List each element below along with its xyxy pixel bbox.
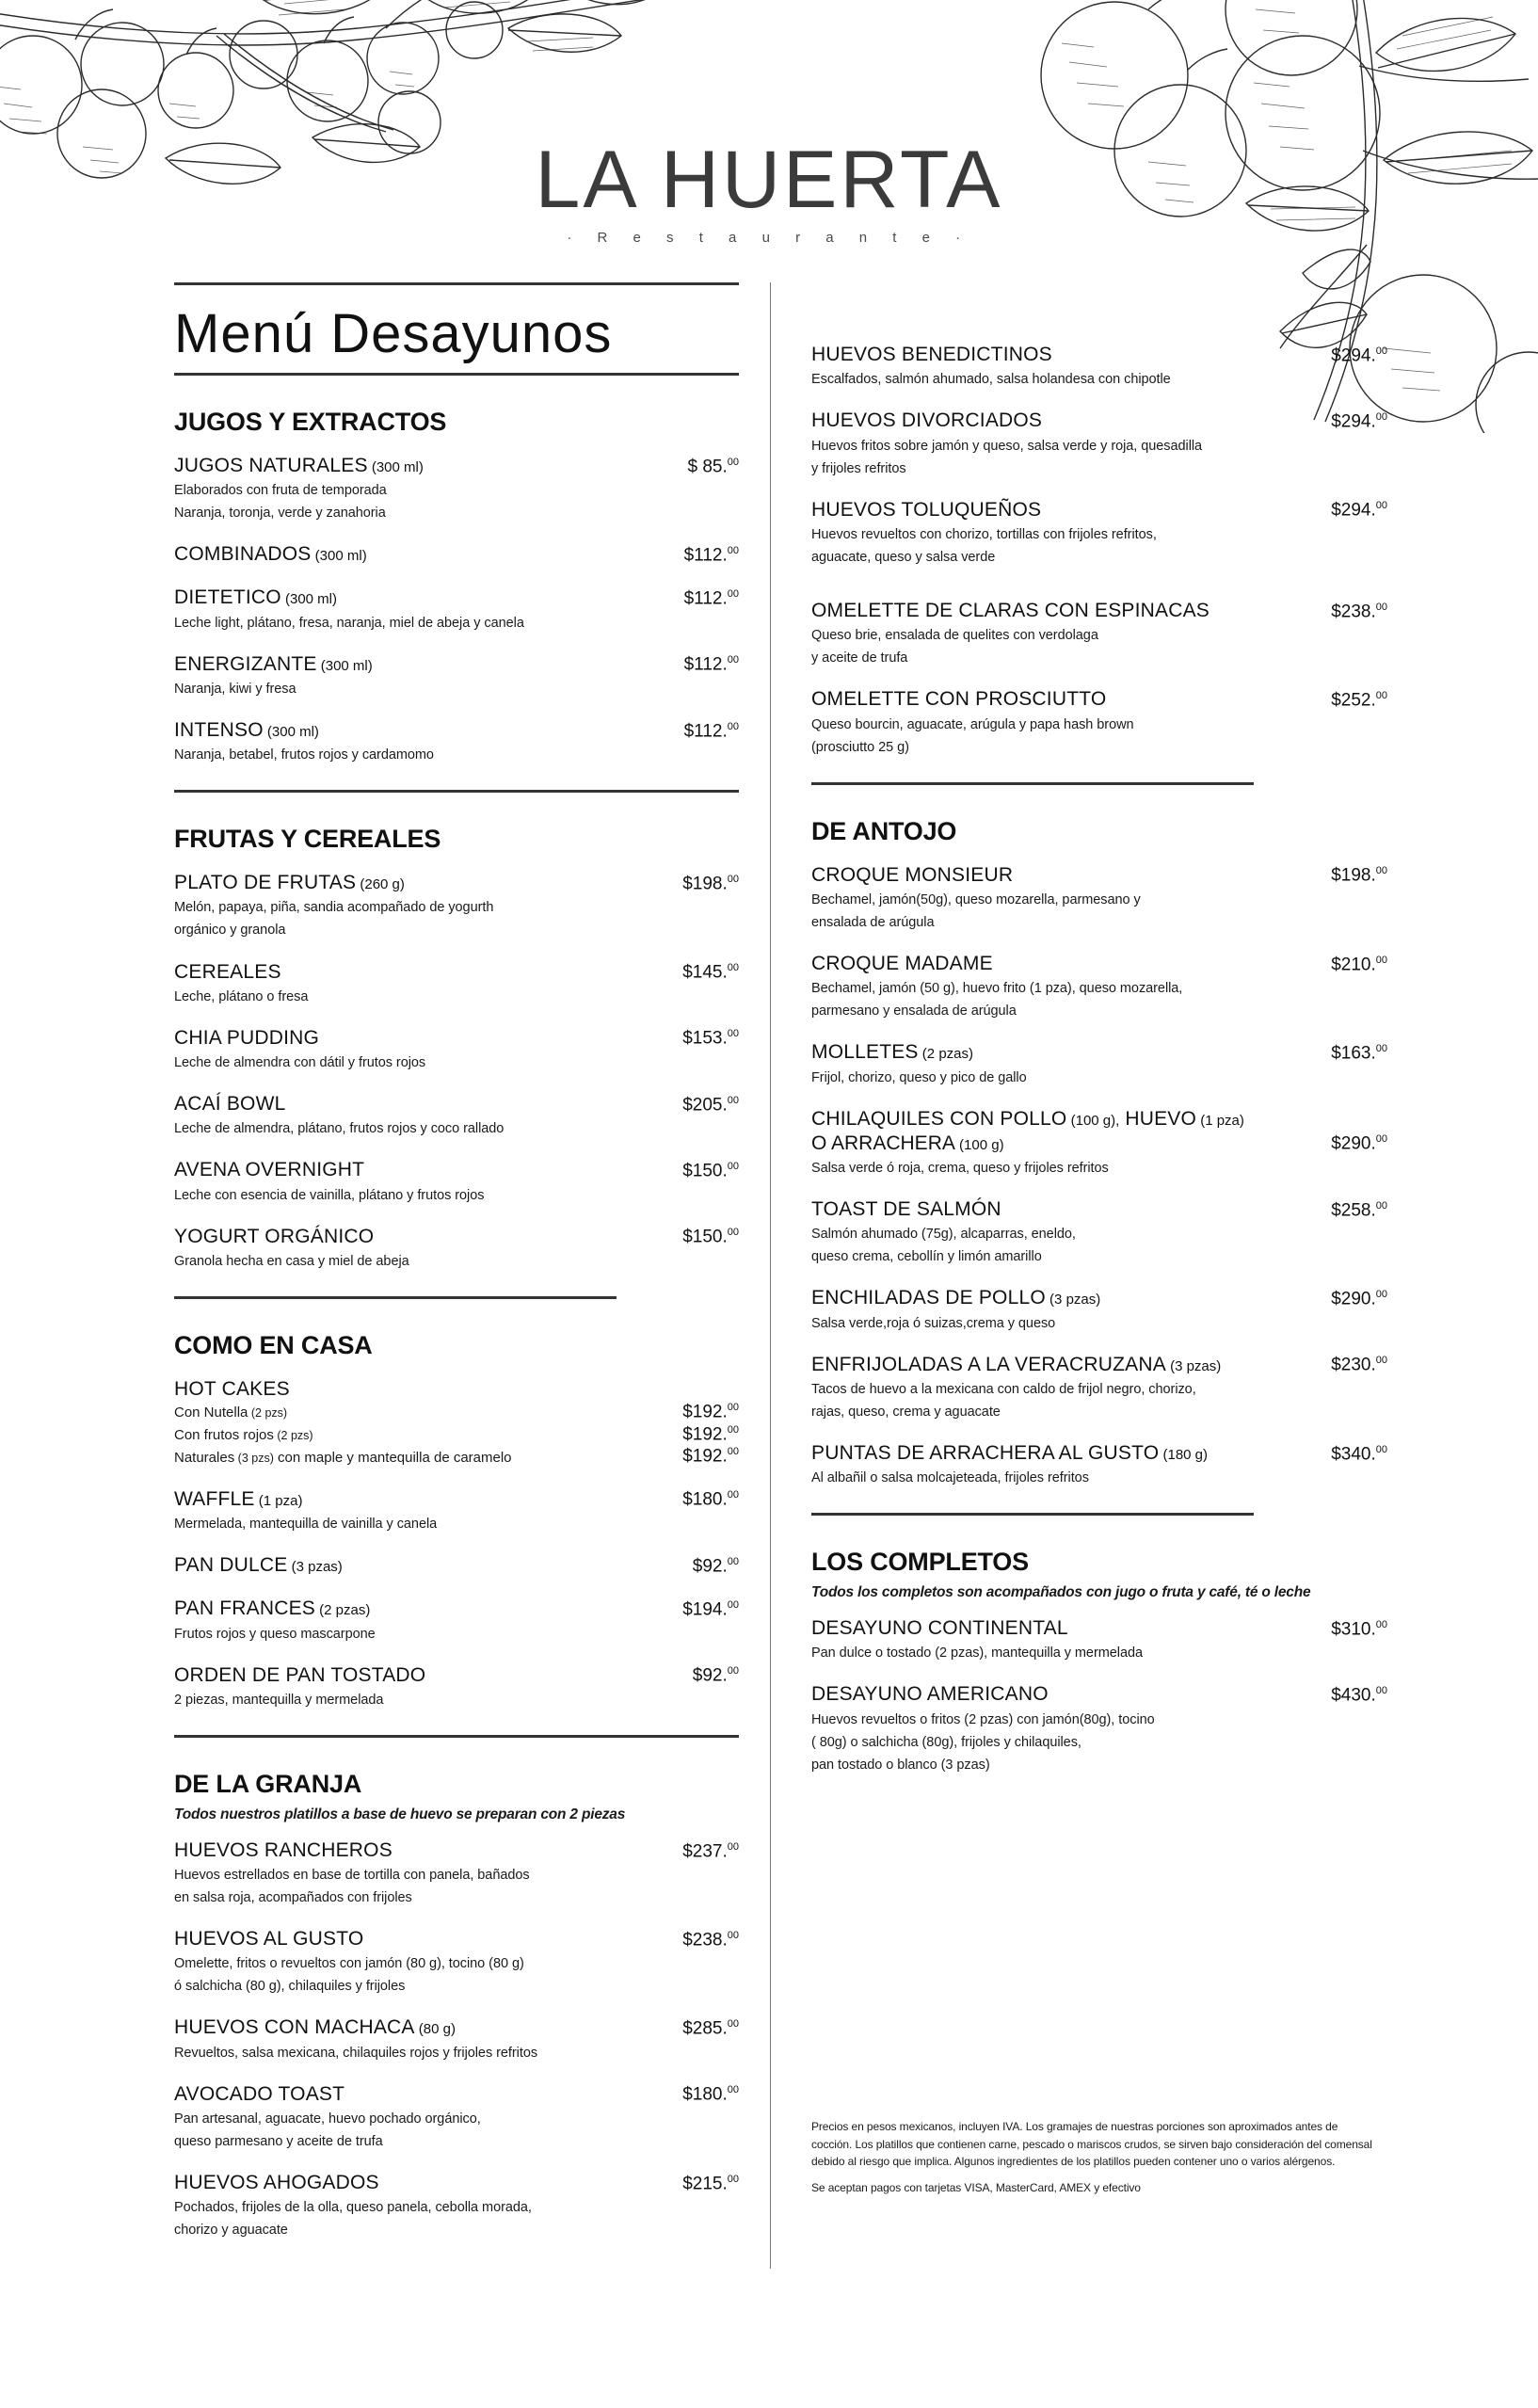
- item-quantity: (100 g),: [1066, 1112, 1120, 1129]
- section-title: COMO EN CASA: [174, 1330, 373, 1359]
- price-cents: 00: [727, 720, 739, 732]
- item-price: $294.00: [1331, 345, 1387, 365]
- item-header-row: [174, 2171, 739, 2195]
- item-description-line: queso crema, cebollín y limón amarillo: [811, 1249, 1042, 1265]
- item-name: CHILAQUILES CON POLLO (100 g), HUEVO (1 pza): [811, 1107, 1244, 1130]
- subitem-name: Con frutos rojos (2 pzs): [174, 1426, 313, 1443]
- subitem-price: $192.00: [682, 1402, 739, 1422]
- menu-item[interactable]: [174, 871, 739, 940]
- item-description-line: pan tostado o blanco (3 pzas): [811, 1757, 990, 1773]
- item-description-line: y aceite de trufa: [811, 650, 908, 666]
- item-header-row: [174, 1838, 739, 1863]
- item-name: CROQUE MONSIEUR: [811, 863, 1014, 886]
- item-description-line: Tacos de huevo a la mexicana con caldo de frijol negro, chorizo,: [811, 1381, 1196, 1397]
- item-price: $237.00: [682, 1840, 739, 1861]
- item-price: $145.00: [682, 962, 739, 983]
- left-sections-container: [174, 408, 739, 2240]
- title-rule-bottom: [174, 373, 739, 376]
- item-name: HUEVOS CON MACHACA (80 g): [174, 2016, 456, 2039]
- item-quantity: (3 pzas): [287, 1559, 343, 1576]
- item-description-line: Revueltos, salsa mexicana, chilaquiles rojos y frijoles refritos: [174, 2045, 538, 2061]
- subitem-quantity: (2 pzs): [248, 1406, 288, 1421]
- item-price: $150.00: [682, 1160, 739, 1181]
- item-name: AVENA OVERNIGHT: [174, 1159, 365, 1181]
- price-cents: 00: [727, 2018, 739, 2031]
- tagline-text: R e s t a u r a n t e: [597, 230, 941, 246]
- price-cents: 00: [727, 962, 739, 974]
- item-description-line: Huevos revueltos con chorizo, tortillas con frijoles refritos,: [811, 526, 1157, 542]
- item-quantity: (300 ml): [263, 723, 319, 740]
- item-price: $112.00: [683, 654, 739, 675]
- item-price: $ 85.00: [687, 456, 739, 476]
- menu-item[interactable]: [174, 2082, 739, 2152]
- item-header-row: [174, 586, 739, 610]
- item-price: $310.00: [1331, 1618, 1387, 1640]
- price-cents: 00: [727, 2084, 739, 2096]
- item-quantity: (300 ml): [367, 458, 424, 475]
- section-note: Todos nuestros platillos a base de huevo se preparan con 2 piezas: [174, 1806, 626, 1822]
- item-name: CHIA PUDDING: [174, 1026, 320, 1049]
- menu-item[interactable]: [174, 652, 739, 699]
- item-header-row: [174, 652, 739, 677]
- item-name: ENERGIZANTE (300 ml): [174, 652, 373, 675]
- legal-paragraph-2: Se aceptan pagos con tarjetas VISA, MasterCard, AMEX y efectivo: [811, 2180, 1141, 2194]
- price-cents: 00: [1375, 1289, 1387, 1301]
- menu-item[interactable]: [811, 1441, 1387, 1488]
- subitem-price: $192.00: [682, 1423, 739, 1444]
- menu-item[interactable]: [811, 586, 1387, 669]
- price-cents: 00: [1375, 954, 1387, 966]
- item-header-row: [811, 1353, 1387, 1377]
- item-price: $238.00: [682, 1929, 739, 1950]
- item-name: COMBINADOS (300 ml): [174, 543, 367, 566]
- page-title: Menú Desayunos: [174, 303, 613, 364]
- item-name: OMELETTE CON PROSCIUTTO: [811, 688, 1107, 711]
- item-name: OMELETTE DE CLARAS CON ESPINACAS: [811, 600, 1210, 622]
- item-name: DIETETICO (300 ml): [174, 586, 337, 609]
- item-header-row: [174, 1026, 739, 1051]
- subitem-name: Naturales (3 pzs) con maple y mantequilla de caramelo: [174, 1449, 512, 1466]
- item-price: $294.00: [1331, 410, 1387, 432]
- item-header-row: [811, 1682, 1387, 1707]
- menu-section: [811, 817, 1387, 1488]
- menu-item[interactable]: [174, 1553, 739, 1578]
- item-description-line: Granola hecha en casa y miel de abeja: [174, 1253, 409, 1269]
- menu-section: [811, 1548, 1387, 1775]
- item-header-row: [811, 1040, 1387, 1065]
- item-name-line-2: O ARRACHERA (100 g): [811, 1132, 1004, 1154]
- item-price: $198.00: [1331, 865, 1387, 886]
- price-cents: 00: [727, 1402, 739, 1414]
- item-price: $150.00: [682, 1227, 739, 1247]
- item-quantity: (180 g): [1159, 1446, 1209, 1463]
- item-name: MOLLETES (2 pzas): [811, 1041, 973, 1064]
- item-description-line: Frijol, chorizo, queso y pico de gallo: [811, 1069, 1027, 1085]
- item-header-row: [811, 863, 1387, 888]
- item-header-row: [811, 687, 1387, 712]
- tagline-dot-left: ·: [567, 230, 583, 246]
- section-divider: [811, 1513, 1254, 1516]
- item-description-line: Mermelada, mantequilla de vainilla y canela: [174, 1517, 438, 1533]
- price-cents: 00: [727, 1094, 739, 1106]
- item-description-line: Elaborados con fruta de temporada: [174, 483, 387, 499]
- item-description-line: queso parmesano y aceite de trufa: [174, 2133, 383, 2149]
- item-name: PUNTAS DE ARRACHERA AL GUSTO (180 g): [811, 1441, 1209, 1464]
- price-cents: 00: [727, 456, 739, 468]
- menu-item[interactable]: [811, 1616, 1387, 1663]
- item-quantity: (3 pzas): [1045, 1292, 1101, 1308]
- price-cents: 00: [1375, 1355, 1387, 1367]
- item-description-line: ensalada de arúgula: [811, 914, 935, 930]
- item-description-line: aguacate, queso y salsa verde: [811, 549, 996, 565]
- menu-item[interactable]: [174, 960, 739, 1007]
- item-price: $430.00: [1331, 1685, 1387, 1706]
- menu-section: [174, 1331, 739, 1710]
- menu-item[interactable]: [174, 1377, 739, 1469]
- right-sections-container: [811, 343, 1387, 1775]
- item-description-line: Naranja, kiwi y fresa: [174, 681, 296, 697]
- item-header-row: [811, 343, 1387, 367]
- menu-item[interactable]: [811, 1040, 1387, 1087]
- menu-item[interactable]: [811, 498, 1387, 568]
- menu-item[interactable]: [174, 1838, 739, 1908]
- price-cents: 00: [727, 1160, 739, 1172]
- item-header-row: [811, 498, 1387, 522]
- item-name: YOGURT ORGÁNICO: [174, 1225, 375, 1247]
- item-price: $92.00: [692, 1555, 739, 1577]
- menu-item[interactable]: [174, 1225, 739, 1272]
- section-title: DE LA GRANJA: [174, 1769, 362, 1798]
- item-header-row: [174, 1597, 739, 1621]
- item-quantity: (300 ml): [316, 657, 373, 674]
- item-description-line: Naranja, betabel, frutos rojos y cardamomo: [174, 747, 434, 763]
- price-cents: 00: [1375, 1133, 1387, 1146]
- item-quantity: (260 g): [356, 876, 405, 893]
- item-description-line: Leche, plátano o fresa: [174, 988, 309, 1004]
- item-name: HUEVOS AL GUSTO: [174, 1928, 364, 1950]
- price-cents: 00: [1375, 1042, 1387, 1054]
- item-description-line: en salsa roja, acompañados con frijoles: [174, 1890, 412, 1906]
- menu-item[interactable]: [811, 863, 1387, 933]
- item-name: PAN FRANCES (2 pzas): [174, 1597, 371, 1620]
- item-description-line: Pochados, frijoles de la olla, queso panela, cebolla morada,: [174, 2200, 532, 2216]
- item-header-row: [174, 1158, 739, 1182]
- item-header-row: [174, 1553, 739, 1578]
- item-description-line: Leche de almendra, plátano, frutos rojos y coco rallado: [174, 1121, 505, 1137]
- item-header-row: [811, 1197, 1387, 1222]
- item-description-line: Salmón ahumado (75g), alcaparras, eneldo,: [811, 1227, 1076, 1243]
- item-name: WAFFLE (1 pza): [174, 1487, 303, 1510]
- price-cents: 00: [1375, 500, 1387, 512]
- item-header-row: [811, 1616, 1387, 1641]
- item-header-row: [174, 871, 739, 895]
- restaurant-logo: [0, 135, 1538, 246]
- price-cents: 00: [727, 1840, 739, 1853]
- menu-item[interactable]: [811, 1682, 1387, 1774]
- item-name: ENCHILADAS DE POLLO (3 pzas): [811, 1287, 1101, 1309]
- item-price: $153.00: [682, 1028, 739, 1049]
- item-description-line: Leche con esencia de vainilla, plátano y frutos rojos: [174, 1187, 485, 1203]
- menu-item[interactable]: [174, 1092, 739, 1139]
- item-description-line: Queso brie, ensalada de quelites con verdolaga: [811, 628, 1098, 644]
- price-cents: 00: [727, 1929, 739, 1941]
- item-quantity-secondary: (1 pza): [1196, 1112, 1244, 1129]
- price-cents: 00: [727, 2173, 739, 2185]
- item-name: CROQUE MADAME: [811, 953, 993, 974]
- item-price: $205.00: [682, 1094, 739, 1116]
- item-name: ENFRIJOLADAS A LA VERACRUZANA (3 pzas): [811, 1353, 1222, 1375]
- menu-item[interactable]: [174, 454, 739, 523]
- item-name: PAN DULCE (3 pzas): [174, 1554, 343, 1577]
- brand-tagline: [0, 230, 1538, 246]
- item-price: $198.00: [682, 873, 739, 894]
- price-cents: 00: [727, 1665, 739, 1678]
- item-header-row: [811, 952, 1387, 976]
- title-rule-top: [174, 282, 739, 285]
- item-description-line: y frijoles refritos: [811, 460, 906, 476]
- item-name: HUEVOS TOLUQUEÑOS: [811, 498, 1042, 521]
- item-price: $290.00: [1331, 1289, 1387, 1309]
- item-name: INTENSO (300 ml): [174, 718, 319, 741]
- item-price: $258.00: [1331, 1199, 1387, 1221]
- item-description-line: Melón, papaya, piña, sandia acompañado de yogurth: [174, 900, 494, 916]
- item-description-line: Pan dulce o tostado (2 pzas), mantequilla y mermelada: [811, 1645, 1143, 1662]
- brand-name: LA HUERTA: [535, 135, 1003, 225]
- subitem-quantity: (2 pzs): [273, 1428, 313, 1442]
- item-description-line: Bechamel, jamón (50 g), huevo frito (1 pza), queso mozarella,: [811, 981, 1183, 997]
- item-price: $238.00: [1331, 601, 1387, 622]
- menu-subitem[interactable]: [174, 1446, 739, 1469]
- item-description-line: Huevos fritos sobre jamón y queso, salsa verde y roja, quesadilla: [811, 438, 1203, 454]
- item-description-line: Al albañil o salsa molcajeteada, frijoles refritos: [811, 1470, 1089, 1486]
- item-header-row: [174, 1377, 739, 1402]
- section-title: DE ANTOJO: [811, 816, 957, 845]
- item-description-line: ó salchicha (80 g), chilaquiles y frijoles: [174, 1979, 406, 1995]
- menu-section: [174, 825, 739, 1272]
- item-price: $92.00: [692, 1665, 739, 1686]
- item-header-row: [174, 1487, 739, 1512]
- menu-section: [174, 1770, 739, 2240]
- subitem-name: Con Nutella (2 pzs): [174, 1405, 288, 1421]
- menu-item[interactable]: [811, 409, 1387, 478]
- section-divider: [174, 1735, 739, 1738]
- price-cents: 00: [1375, 1618, 1387, 1630]
- legal-paragraph-1: Precios en pesos mexicanos, incluyen IVA. Los gramajes de nuestras porciones son aproximados antes de cocción. Los platillos que contienen carne, pescado o mariscos crudos, se sirven bajo consideración del comensal debido al riesgo que implica. Algunos ingredientes de los platillos pueden contener uno o varios alérgenos.: [811, 2120, 1372, 2169]
- item-description-line: Escalfados, salmón ahumado, salsa holandesa con chipotle: [811, 372, 1171, 388]
- item-quantity: (300 ml): [280, 591, 337, 608]
- section-title: JUGOS Y EXTRACTOS: [174, 407, 447, 436]
- item-quantity: (2 pzas): [315, 1602, 371, 1619]
- item-quantity: (1 pza): [254, 1492, 303, 1509]
- item-price: $290.00: [1331, 1133, 1387, 1154]
- item-price: $285.00: [682, 2018, 739, 2039]
- price-cents: 00: [727, 1489, 739, 1501]
- item-header-row: [811, 1107, 1387, 1132]
- item-description-line: (prosciutto 25 g): [811, 739, 909, 755]
- price-cents: 00: [1375, 601, 1387, 613]
- price-cents: 00: [727, 873, 739, 885]
- item-header-row: [174, 454, 739, 478]
- menu-item[interactable]: [174, 1927, 739, 1997]
- menu-section: [811, 343, 1387, 758]
- item-price: $215.00: [682, 2173, 739, 2193]
- menu-item[interactable]: [174, 1487, 739, 1534]
- item-header-row: [174, 1927, 739, 1951]
- item-quantity: (2 pzas): [918, 1046, 973, 1063]
- price-cents: 00: [727, 1028, 739, 1040]
- menu-item[interactable]: [811, 687, 1387, 757]
- item-description-line: Leche de almendra con dátil y frutos rojos: [174, 1055, 426, 1071]
- price-cents: 00: [727, 1446, 739, 1458]
- item-name: ORDEN DE PAN TOSTADO: [174, 1663, 426, 1686]
- item-description-line: Leche light, plátano, fresa, naranja, miel de abeja y canela: [174, 615, 524, 631]
- item-quantity-line-2: (100 g): [954, 1136, 1004, 1153]
- item-price: $112.00: [683, 588, 739, 609]
- subitem-quantity: (3 pzs): [234, 1451, 274, 1465]
- item-header-row: [811, 1441, 1387, 1466]
- item-header-row: [811, 586, 1387, 624]
- section-note: Todos los completos son acompañados con jugo o fruta y café, té o leche: [811, 1584, 1311, 1601]
- section-title: LOS COMPLETOS: [811, 1548, 1029, 1577]
- item-description-line: ( 80g) o salchicha (80g), frijoles y chilaquiles,: [811, 1734, 1081, 1750]
- price-cents: 00: [1375, 410, 1387, 423]
- item-header-row-secondary: [811, 1132, 1387, 1156]
- item-description-line: orgánico y granola: [174, 923, 286, 939]
- item-description-line: Huevos estrellados en base de tortilla con panela, bañados: [174, 1868, 530, 1884]
- menu-subitem[interactable]: [174, 1424, 739, 1447]
- item-header-row: [174, 1225, 739, 1249]
- item-name: AVOCADO TOAST: [174, 2082, 345, 2105]
- item-price: $230.00: [1331, 1355, 1387, 1375]
- item-description-line: Salsa verde ó roja, crema, queso y frijoles refritos: [811, 1161, 1109, 1177]
- item-header-row: [174, 1092, 739, 1116]
- item-price: $180.00: [682, 1489, 739, 1510]
- item-name: TOAST DE SALMÓN: [811, 1198, 1001, 1221]
- item-name: CEREALES: [174, 960, 281, 983]
- menu-item[interactable]: [811, 1107, 1387, 1180]
- column-divider: [770, 282, 771, 2269]
- section-divider: [811, 782, 1254, 785]
- item-price: $252.00: [1331, 690, 1387, 711]
- item-quantity: (80 g): [414, 2021, 456, 2038]
- item-name: HUEVOS BENEDICTINOS: [811, 344, 1052, 365]
- menu-item[interactable]: [811, 1286, 1387, 1333]
- item-description-line: chorizo y aguacate: [174, 2223, 288, 2239]
- menu-item[interactable]: [174, 2015, 739, 2063]
- menu-item[interactable]: [174, 586, 739, 633]
- item-price: $294.00: [1331, 500, 1387, 521]
- item-header-row: [174, 2082, 739, 2107]
- item-price: $112.00: [683, 720, 739, 741]
- item-header-row: [174, 1663, 739, 1688]
- item-name: HOT CAKES: [174, 1377, 290, 1400]
- menu-item[interactable]: [174, 1026, 739, 1073]
- menu-item[interactable]: [174, 718, 739, 765]
- item-description-line: Pan artesanal, aguacate, huevo pochado orgánico,: [174, 2111, 481, 2127]
- item-price: $180.00: [682, 2084, 739, 2105]
- menu-item[interactable]: [174, 1597, 739, 1644]
- menu-item[interactable]: [174, 542, 739, 567]
- item-name: ACAÍ BOWL: [174, 1093, 286, 1116]
- left-column: [174, 282, 739, 2259]
- item-name: DESAYUNO AMERICANO: [811, 1683, 1049, 1706]
- item-price: $112.00: [683, 544, 739, 566]
- legal-disclaimer: [811, 2118, 1376, 2196]
- item-header-row: [174, 2015, 739, 2040]
- item-description-line: rajas, queso, crema y aguacate: [811, 1404, 1001, 1420]
- price-cents: 00: [727, 544, 739, 556]
- price-cents: 00: [727, 654, 739, 666]
- item-quantity: (300 ml): [311, 548, 367, 565]
- item-quantity: (3 pzas): [1165, 1357, 1222, 1374]
- item-description-line: Queso bourcin, aguacate, arúgula y papa hash brown: [811, 716, 1134, 732]
- item-name: HUEVOS RANCHEROS: [174, 1838, 393, 1861]
- item-header-row: [811, 1286, 1387, 1310]
- price-cents: 00: [727, 588, 739, 601]
- item-header-row: [174, 718, 739, 743]
- item-price: $163.00: [1331, 1042, 1387, 1064]
- tagline-dot-right: ·: [955, 230, 971, 246]
- price-cents: 00: [1375, 1199, 1387, 1212]
- item-description-line: Bechamel, jamón(50g), queso mozarella, parmesano y: [811, 891, 1141, 907]
- item-description-line: Naranja, toronja, verde y zanahoria: [174, 506, 386, 522]
- subitem-price: $192.00: [682, 1446, 739, 1467]
- item-price: $194.00: [682, 1599, 739, 1620]
- menu-subitem[interactable]: [174, 1402, 739, 1424]
- item-header-row: [174, 960, 739, 985]
- item-description-line: Frutos rojos y queso mascarpone: [174, 1626, 376, 1642]
- price-cents: 00: [727, 1555, 739, 1567]
- item-price: $210.00: [1331, 954, 1387, 974]
- item-description-line: Huevos revueltos o fritos (2 pzas) con jamón(80g), tocino: [811, 1711, 1155, 1727]
- item-header-row: [174, 542, 739, 567]
- price-cents: 00: [727, 1599, 739, 1611]
- menu-item[interactable]: [811, 1197, 1387, 1267]
- item-name: JUGOS NATURALES (300 ml): [174, 454, 424, 476]
- price-cents: 00: [1375, 1685, 1387, 1697]
- item-description-line: 2 piezas, mantequilla y mermelada: [174, 1692, 384, 1708]
- menu-item[interactable]: [811, 952, 1387, 1021]
- menu-section: [174, 408, 739, 765]
- section-divider: [174, 790, 739, 793]
- section-title: FRUTAS Y CEREALES: [174, 825, 441, 854]
- item-name: HUEVOS DIVORCIADOS: [811, 409, 1043, 432]
- item-description-line: parmesano y ensalada de arúgula: [811, 1003, 1017, 1019]
- menu-item[interactable]: [174, 2171, 739, 2240]
- price-cents: 00: [1375, 1443, 1387, 1455]
- item-description-line: Salsa verde,roja ó suizas,crema y queso: [811, 1315, 1056, 1331]
- item-price: $340.00: [1331, 1443, 1387, 1464]
- section-divider: [174, 1296, 617, 1299]
- price-cents: 00: [727, 1423, 739, 1436]
- item-description-line: Omelette, fritos o revueltos con jamón (80 g), tocino (80 g): [174, 1956, 524, 1972]
- price-cents: 00: [727, 1227, 739, 1239]
- price-cents: 00: [1375, 690, 1387, 702]
- menu-item[interactable]: [811, 343, 1387, 390]
- item-header-row: [811, 409, 1387, 433]
- price-cents: 00: [1375, 865, 1387, 877]
- menu-item[interactable]: [811, 1353, 1387, 1422]
- price-cents: 00: [1375, 345, 1387, 357]
- item-name: PLATO DE FRUTAS (260 g): [174, 872, 405, 894]
- right-column: [811, 311, 1387, 1794]
- item-name: HUEVOS AHOGADOS: [174, 2171, 379, 2193]
- menu-item[interactable]: [174, 1158, 739, 1205]
- item-name: DESAYUNO CONTINENTAL: [811, 1617, 1068, 1640]
- menu-item[interactable]: [174, 1663, 739, 1710]
